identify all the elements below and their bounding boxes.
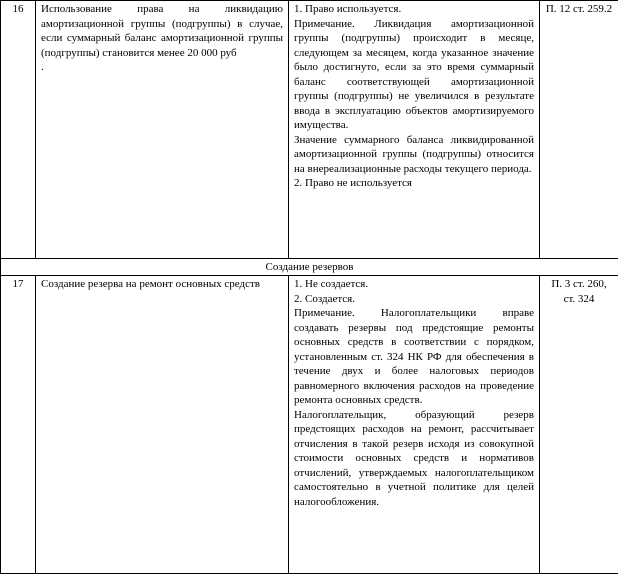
options-cell <box>289 1 540 259</box>
option-paragraph: Примечание. Ликвидация амортизационной группы (подгруппы) происходит в месяце, следующем за месяцем, когда указанное значение было достигнуто, если за это время суммарный баланс соответствующей амортизационной группы (подгруппы) не увеличился в результате ввода в эксплуатацию объектов амортизируемого имущества. <box>294 17 534 131</box>
tax-code-reference-cell: П. 12 ст. 259.2 <box>540 1 618 259</box>
table-row-16 <box>1 1 618 259</box>
row-number-cell: 17 <box>1 276 36 574</box>
tax-code-reference-cell: П. 3 ст. 260, ст. 324 <box>540 276 618 574</box>
item-description-text: Использование права на ликвидацию амортизационной группы (подгруппы) в случае, если суммарный баланс амортизационной группы (подгруппы) становится менее 20 000 руб <box>41 3 283 59</box>
section-title: Создание резервов <box>1 259 618 276</box>
option-paragraph: 1. Право используется. <box>294 3 402 15</box>
item-description-tail: . <box>41 61 44 73</box>
item-description-cell <box>36 1 289 259</box>
option-paragraph: 2. Право не используется <box>294 177 412 189</box>
option-paragraph: 2. Создается. <box>294 292 355 305</box>
row-number-cell: 16 <box>1 1 36 259</box>
section-header-row <box>1 259 618 276</box>
option-paragraph: Налогоплательщик, образующий резерв предстоящих расходов на ремонт, рассчитывает отчисления в такой резерв исходя из совокупной стоимости основных средств и нормативов отчислений, утверждаемых налогоплательщиком самостоятельно в учетной политике для целей налогообложения. <box>294 408 534 508</box>
item-description-text: Создание резерва на ремонт основных средств <box>41 278 260 290</box>
table-row-17 <box>1 276 618 574</box>
options-cell <box>289 276 540 574</box>
item-description-cell <box>36 276 289 574</box>
option-paragraph: 1. Не создается. <box>294 278 369 290</box>
option-paragraph: Примечание. Налогоплательщики вправе создавать резервы под предстоящие ремонты основных средств в соответствии с порядком, установленным ст. 324 НК РФ для обеспечения в течение двух и более налоговых периодов равномерного включения расходов на проведение ремонта основных средств. <box>294 307 534 406</box>
option-paragraph: Значение суммарного баланса ликвидированной амортизационной группы (подгруппы) относится на внереализационные расходы текущего периода. <box>294 133 534 175</box>
